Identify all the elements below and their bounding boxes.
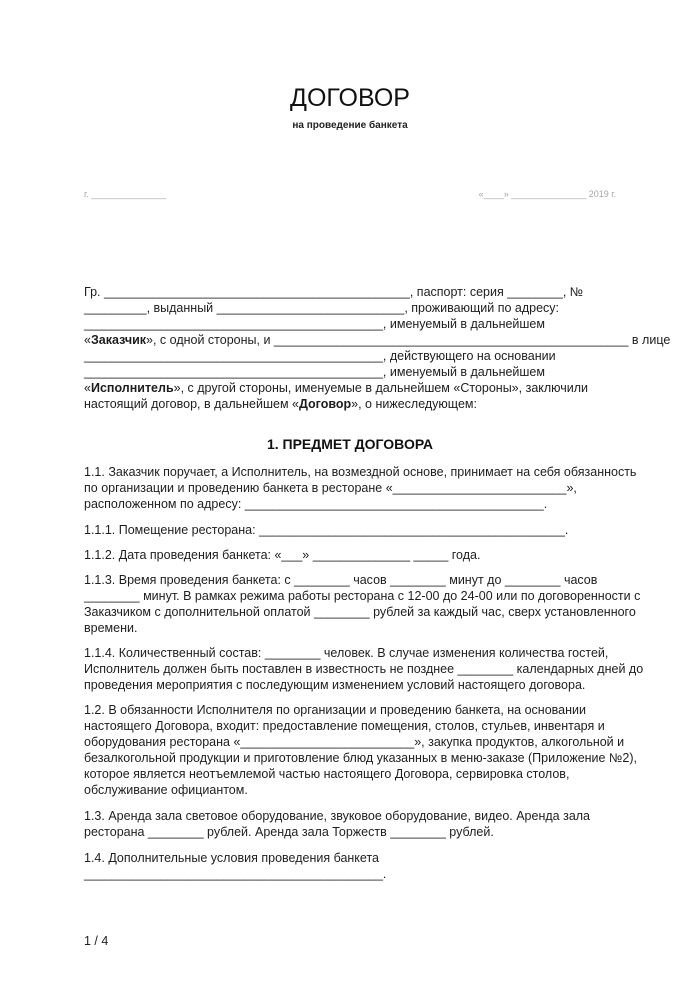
parties-line: Гр. ____________________________________________, паспорт: серия ________, № xyxy=(84,285,584,299)
document-subtitle: на проведение банкета xyxy=(292,120,408,131)
clause-line: оборудования ресторана «_________________________», закупка продуктов, алкогольной и xyxy=(84,735,625,749)
parties-line: «Заказчик», с одной стороны, и ___________________________________________________ в лице xyxy=(84,333,671,347)
clause-line: ________ минут. В рамках режима работы ресторана с 12-00 до 24-00 или по договоренности с xyxy=(84,589,641,603)
clause-line: 1.1.3. Время проведения банкета: с ________ часов ________ минут до ________ часов xyxy=(84,573,598,587)
clause-line: Заказчиком с дополнительной оплатой ________ рублей за каждый час, сверх установленного xyxy=(84,605,636,619)
document-title: ДОГОВОР xyxy=(290,84,410,112)
clause-line: безалкогольной продукции и приготовление блюд указанных в меню-заказе (Приложение №2), xyxy=(84,751,637,765)
clause-line: 1.1.1. Помещение ресторана: ____________________________________________. xyxy=(84,523,569,537)
page-number: 1 / 4 xyxy=(84,934,109,948)
clause-line: по организации и проведению банкета в ресторане «_________________________», xyxy=(84,481,577,495)
parties-line: настоящий договор, в дальнейшем «Договор», о нижеследующем: xyxy=(84,397,477,411)
clause-line: настоящего Договора, входит: предоставление помещения, столов, стульев, инвентаря и xyxy=(84,719,605,733)
clause-line: времени. xyxy=(84,621,138,635)
clause-line: обслуживание официантом. xyxy=(84,783,248,797)
parties-line: _________, выданный ___________________________, проживающий по адресу: xyxy=(84,301,560,315)
clause-line: ___________________________________________. xyxy=(84,867,387,881)
clause-line: расположенном по адресу: ___________________________________________. xyxy=(84,497,548,511)
clause-line: 1.2. В обязанности Исполнителя по организации и проведению банкета, на основании xyxy=(84,703,586,717)
city-field: г. _______________ xyxy=(84,189,167,199)
parties-line: ___________________________________________, действующего на основании xyxy=(84,349,556,363)
clause-line: 1.1.4. Количественный состав: ________ человек. В случае изменения количества гостей, xyxy=(84,646,609,660)
date-field: «____» _______________ 2019 г. xyxy=(478,189,616,199)
clause-line: проведения мероприятия с последующим изменением условий настоящего договора. xyxy=(84,678,586,692)
customer-term: Заказчик xyxy=(90,333,147,347)
clause-line: ресторана ________ рублей. Аренда зала Торжеств ________ рублей. xyxy=(84,825,494,839)
clause-line: которое является неотъемлемой частью настоящего Договора, сервировка столов, xyxy=(84,767,570,781)
clause-line: 1.4. Дополнительные условия проведения банкета xyxy=(84,851,379,865)
parties-line: ___________________________________________, именуемый в дальнейшем xyxy=(84,317,545,331)
parties-line: ___________________________________________, именуемый в дальнейшем xyxy=(84,365,545,379)
contract-term: Договор xyxy=(298,397,352,411)
clause-line: Исполнитель должен быть поставлен в известность не позднее ________ календарных дней до xyxy=(84,662,644,676)
clause-line: 1.3. Аренда зала световое оборудование, звуковое оборудование, видео. Аренда зала xyxy=(84,809,591,823)
clause-line: 1.1. Заказчик поручает, а Исполнитель, на возмездной основе, принимает на себя обязанность xyxy=(84,465,637,479)
contractor-term: Исполнитель xyxy=(90,381,174,395)
section-heading: 1. ПРЕДМЕТ ДОГОВОРА xyxy=(266,436,434,452)
parties-line: «Исполнитель», с другой стороны, именуемые в дальнейшем «Стороны», заключили xyxy=(84,381,589,395)
clause-line: 1.1.2. Дата проведения банкета: «___» ______________ _____ года. xyxy=(84,548,481,562)
